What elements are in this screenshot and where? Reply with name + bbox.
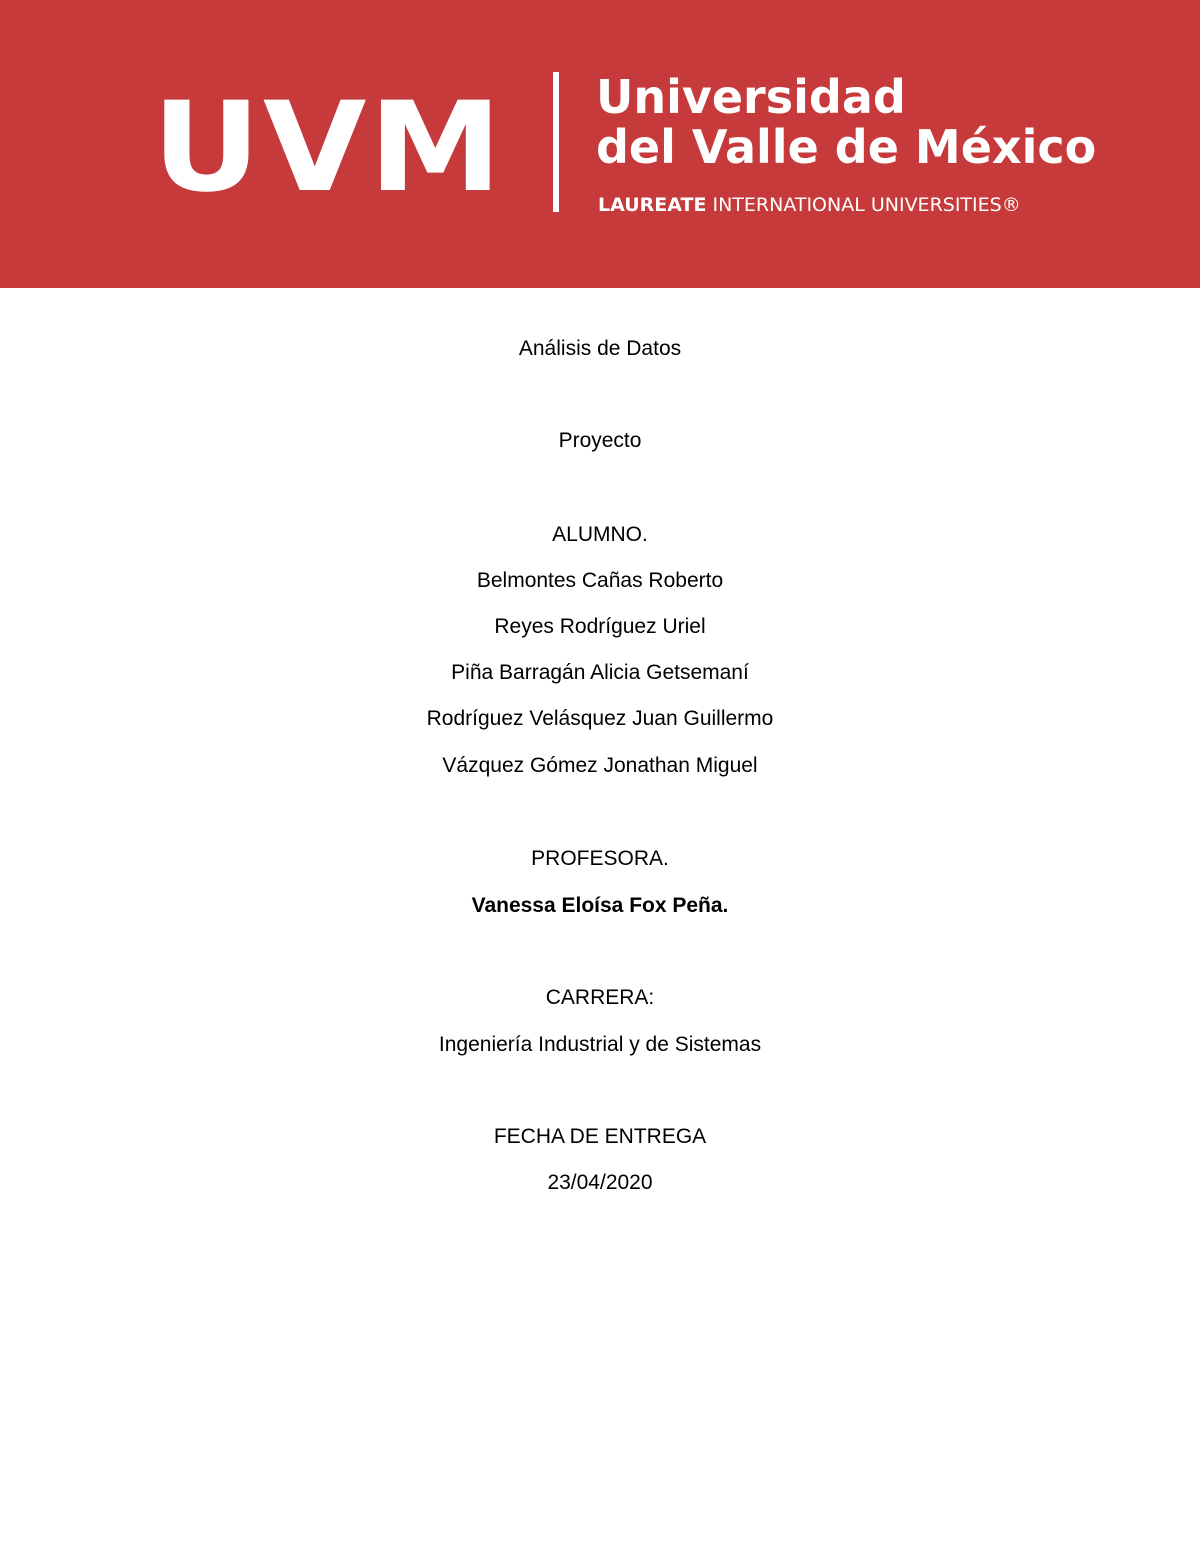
due-date-heading: FECHA DE ENTREGA — [493, 1125, 707, 1148]
students-heading: ALUMNO. — [552, 523, 648, 546]
tagline-rest: INTERNATIONAL UNIVERSITIES® — [706, 194, 1021, 216]
student-name: Reyes Rodríguez Uriel — [494, 615, 706, 638]
due-date: 23/04/2020 — [547, 1171, 653, 1194]
professor-name: Vanessa Eloísa Fox Peña. — [471, 894, 729, 917]
career-heading: CARRERA: — [545, 986, 655, 1009]
career-name: Ingeniería Industrial y de Sistemas — [438, 1033, 762, 1056]
course-title: Análisis de Datos — [518, 337, 682, 360]
uvm-logo-mark: UVM — [152, 76, 505, 220]
university-name-line2: del Valle de México — [596, 120, 1097, 174]
assignment-title: Proyecto — [558, 429, 642, 452]
tagline-laureate: LAUREATE — [598, 194, 707, 216]
professor-heading: PROFESORA. — [531, 847, 669, 870]
header-banner — [0, 0, 1200, 288]
student-name: Belmontes Cañas Roberto — [476, 569, 724, 592]
student-name: Rodríguez Velásquez Juan Guillermo — [426, 707, 774, 730]
logo-divider — [553, 72, 559, 212]
student-name: Vázquez Gómez Jonathan Miguel — [442, 754, 758, 777]
laureate-tagline — [598, 193, 1021, 217]
university-name-line1: Universidad — [596, 70, 906, 124]
student-name: Piña Barragán Alicia Getsemaní — [451, 661, 749, 684]
